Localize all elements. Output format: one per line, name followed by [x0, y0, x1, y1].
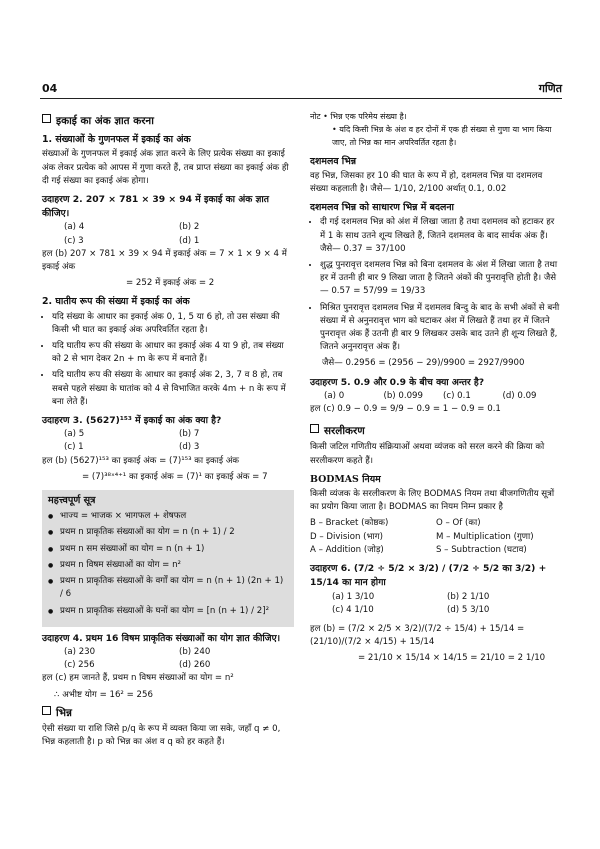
- bodmas-item: S – Subtraction (घटाव): [436, 544, 527, 555]
- subsection-heading: 2. घातीय रूप की संख्या में इकाई का अंक: [42, 296, 190, 308]
- option: (c) 0.1: [443, 390, 471, 401]
- note-line: नोट • भिन्न एक परिमेय संख्या है।: [310, 112, 407, 121]
- solution-line: = 21/10 × 15/14 × 14/15 = 21/10 = 2 1/10: [358, 653, 546, 664]
- subject-title: गणित: [538, 82, 562, 95]
- solution-line: = 252 में इकाई अंक = 2: [126, 278, 215, 289]
- example-question: उदाहरण 6. (7/2 ÷ 5/2 × 3/2) / (7/2 ÷ 5/2 का 3/2) + 15/14 का मान होगा: [310, 563, 547, 589]
- square-bullet-icon: [42, 706, 51, 715]
- solution: हल (b) 207 × 781 × 39 × 94 में इकाई अंक = 7 × 1 × 9 × 4 में इकाई अंक: [42, 248, 287, 273]
- option: (c) 1: [64, 442, 84, 453]
- formula-item: ● प्रथम n प्राकृतिक संख्याओं के वर्गों का योग = n (n + 1) (2n + 1) / 6: [48, 575, 288, 601]
- paragraph: किसी व्यंजक के सरलीकरण के लिए BODMAS नियम तथा बीजगणितीय सूत्रों का प्रयोग किया जाता है। BODMAS का नियम निम्न प्रकार है: [310, 489, 555, 513]
- option: (d) 3: [179, 442, 200, 453]
- solution: हल (c) 0.9 − 0.9 = 9/9 − 0.9 = 1 − 0.9 = 0.1: [310, 404, 501, 415]
- option: (c) 256: [64, 660, 95, 671]
- list-item: • यदि घातीय रूप की संख्या के आधार का इकाई अंक 2, 3, 7 व 8 हो, तब सबसे पहले संख्या के घातांक को 4 से विभाजित करके 4m + n के रूप में बना लेते हैं।: [52, 369, 294, 409]
- header-rule: [40, 98, 562, 99]
- options: [42, 428, 294, 454]
- option: (c) 4 1/10: [332, 604, 374, 615]
- option: (b) 0.099: [383, 390, 423, 401]
- option: (d) 1: [179, 235, 200, 246]
- formula-item: ● प्रथम n सम संख्याओं का योग = n (n + 1): [48, 543, 288, 556]
- subsection-heading: दशमलव भिन्न को साधारण भिन्न में बदलना: [310, 202, 454, 214]
- section-heading: सरलीकरण: [310, 424, 562, 438]
- paragraph: संख्याओं के गुणनफल में इकाई अंक ज्ञात करने के लिए प्रत्येक संख्या का इकाई अंक लेकर प्रत्येक को आपस में गुणा करते हैं, तब प्राप्त संख्या का इकाई अंक ही दी गई संख्या का इकाई अंक होगा।: [42, 149, 289, 186]
- option: (c) 3: [64, 235, 84, 246]
- option: (b) 2 1/10: [447, 591, 490, 602]
- option: (a) 230: [64, 646, 96, 657]
- option: (b) 7: [179, 429, 200, 440]
- list-item: • मिश्रित पुनरावृत्त दशमलव भिन्न में दशमलव बिन्दु के बाद के सभी अंकों से बनी संख्या में से अनुनरावृत्त भाग को घटाकर अंश में लिखते हैं तथा हर में जितने पुनरावृत्त अंक हैं उतनी ही बार 9 लिखकर उसके बाद उतने ही शून्य लिखते हैं, जितने अनुनरावृत्त अंक हैं।: [320, 302, 562, 355]
- option: (d) 0.09: [502, 390, 537, 401]
- options: [310, 591, 562, 617]
- bullet-list: [310, 216, 562, 354]
- left-column: [42, 110, 294, 752]
- section-heading: इकाई का अंक ज्ञात करना: [42, 114, 294, 128]
- list-item: • यदि संख्या के आधार का इकाई अंक 0, 1, 5 या 6 हो, तो उस संख्या की किसी भी घात का इकाई अंक अपरिवर्तित रहता है।: [52, 311, 294, 337]
- solution: हल (b) = (7/2 × 2/5 × 3/2)/(7/2 ÷ 15/4) + 15/14 = (21/10)/(7/2 × 4/15) + 15/14: [310, 623, 525, 648]
- paragraph: ऐसी संख्या या राशि जिसे p/q के रूप में व्यक्त किया जा सके, जहाँ q ≠ 0, भिन्न कहलाती है। p को भिन्न का अंश व q को हर कहते हैं।: [42, 723, 281, 748]
- option: (d) 5 3/10: [447, 604, 490, 615]
- formula-box: [42, 490, 294, 627]
- list-item: • यदि घातीय रूप की संख्या के आधार का इकाई अंक 4 या 9 हो, तब संख्या को 2 से भाग देकर 2n + m के रूप में बनाते हैं।: [52, 340, 294, 366]
- paragraph: वह भिन्न, जिसका हर 10 की घात के रूप में हो, दशमलव भिन्न या दशमलव संख्या कहलाती है। जैसे— 1/10, 2/100 अर्थात् 0.1, 0.02: [310, 170, 543, 195]
- option: (a) 5: [64, 429, 85, 440]
- option: (d) 260: [179, 660, 211, 671]
- bodmas-list: [310, 517, 562, 557]
- section-heading: भिन्न: [42, 706, 294, 720]
- bullet-list: [42, 311, 294, 409]
- option: (b) 2: [179, 222, 200, 233]
- formula-box-title: महत्त्वपूर्ण सूत्र: [48, 495, 96, 507]
- right-column: [310, 110, 562, 669]
- example-question: उदाहरण 3. (5627)¹⁵³ में इकाई का अंक क्या है?: [42, 415, 222, 427]
- example-line: जैसे— 0.2956 = (2956 − 29)/9900 = 2927/9900: [322, 358, 525, 369]
- options: [42, 221, 294, 247]
- option: (b) 240: [179, 646, 211, 657]
- option: (a) 1 3/10: [332, 591, 375, 602]
- formula-item: ● प्रथम n प्राकृतिक संख्याओं का योग = n (n + 1) / 2: [48, 526, 288, 539]
- example-question: उदाहरण 4. प्रथम 16 विषम प्राकृतिक संख्याओं का योग ज्ञात कीजिए।: [42, 632, 281, 644]
- options: [310, 390, 562, 403]
- square-bullet-icon: [310, 424, 319, 433]
- page-number: 04: [42, 82, 58, 95]
- list-item: • शुद्ध पुनरावृत्त दशमलव भिन्न को बिना दशमलव के अंश में लिखा जाता है तथा हर में उतनी ही बार 9 लिखा जाता है जितने अंकों की पुनरावृत्ति होती है। जैसे— 0.57 = 57/99 = 19/33: [320, 259, 562, 299]
- paragraph: किसी जटिल गणितीय संक्रियाओं अथवा व्यंजक को सरल करने की क्रिया को सरलीकरण कहते हैं।: [310, 442, 545, 466]
- note-line: • यदि किसी भिन्न के अंश व हर दोनों में एक ही संख्या से गुणा या भाग किया जाए, तो भिन्न का मान अपरिवर्तित रहता है।: [332, 125, 552, 148]
- bodmas-item: O – Of (का): [436, 518, 481, 529]
- bodmas-item: B – Bracket (कोष्ठक): [310, 518, 389, 529]
- option: (a) 0: [324, 390, 345, 401]
- note: [310, 110, 562, 150]
- formula-item: ● प्रथम n प्राकृतिक संख्याओं के घनों का योग = [n (n + 1) / 2]²: [48, 605, 288, 618]
- solution-line: = (7)³⁸ˣ⁴⁺¹ का इकाई अंक = (7)¹ का इकाई अंक = 7: [82, 471, 268, 482]
- solution: हल (c) हम जानते हैं, प्रथम n विषम संख्याओं का योग = n²: [42, 673, 234, 684]
- subsection-heading: 1. संख्याओं के गुणनफल में इकाई का अंक: [42, 134, 191, 146]
- solution: हल (b) (5627)¹⁵³ का इकाई अंक = (7)¹⁵³ का इकाई अंक: [42, 455, 240, 466]
- subsection-heading: BODMAS नियम: [310, 473, 381, 485]
- options: [42, 646, 294, 672]
- bodmas-item: M – Multiplication (गुणा): [436, 531, 534, 542]
- bodmas-item: D – Division (भाग): [310, 531, 383, 542]
- bodmas-item: A – Addition (जोड़): [310, 544, 384, 555]
- subsection-heading: दशमलव भिन्न: [310, 155, 357, 167]
- formula-item: ● भाज्य = भाजक × भागफल + शेषफल: [48, 510, 288, 523]
- example-question: उदाहरण 5. 0.9 और 0.9 के बीच क्या अन्तर है?: [310, 376, 485, 388]
- square-bullet-icon: [42, 114, 51, 123]
- solution-line: ∴ अभीष्ट योग = 16² = 256: [54, 689, 153, 700]
- formula-item: ● प्रथम n विषम संख्याओं का योग = n²: [48, 559, 288, 572]
- list-item: • दी गई दशमलव भिन्न को अंश में लिखा जाता है तथा दशमलव को हटाकर हर में 1 के साथ उतने शून्य लिखते हैं, जितने दशमलव के बाद सार्थक अंक हैं। जैसे— 0.37 = 37/100: [320, 216, 562, 256]
- option: (a) 4: [64, 222, 85, 233]
- example-question: उदाहरण 2. 207 × 781 × 39 × 94 में इकाई का अंक ज्ञात कीजिए।: [42, 194, 270, 220]
